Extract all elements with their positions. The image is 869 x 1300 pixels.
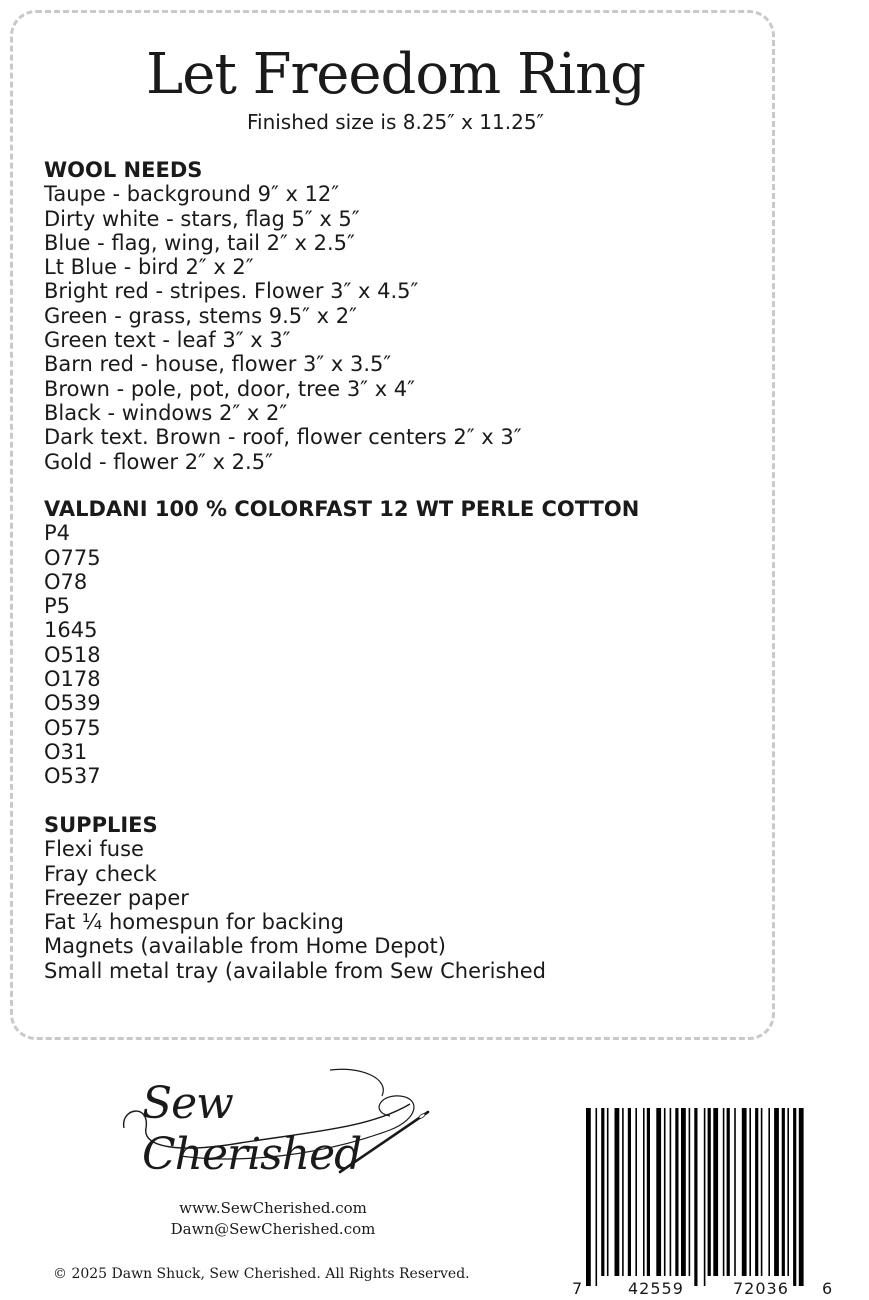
list-item: Fat ¼ homespun for backing <box>44 910 344 935</box>
barcode-bar <box>615 1108 620 1276</box>
barcode-digits-right: 72036 <box>733 1279 789 1298</box>
list-item: O775 <box>44 545 101 570</box>
perle-cotton-section <box>44 497 639 789</box>
list-item: Brown - pole, pot, door, tree 3″ x 4″ <box>44 376 416 401</box>
barcode-bar <box>774 1108 779 1276</box>
barcode-bar <box>713 1108 718 1276</box>
list-item: P5 <box>44 594 71 619</box>
barcode-bar <box>643 1108 645 1276</box>
barcode-bar <box>694 1108 697 1286</box>
list-item: Fray check <box>44 861 157 886</box>
barcode-bar <box>670 1108 672 1276</box>
list-item: P4 <box>44 521 71 546</box>
barcode-bar <box>749 1108 751 1276</box>
barcode <box>572 1108 834 1298</box>
barcode-digit-prefix: 7 <box>572 1279 583 1298</box>
website-link[interactable]: www.SewCherished.com <box>179 1199 367 1217</box>
email-link[interactable]: Dawn@SewCherished.com <box>170 1220 376 1238</box>
list-item: Dark text. Brown - roof, flower centers 2″ x 3″ <box>44 425 522 450</box>
wool-needs-heading: WOOL NEEDS <box>44 158 203 182</box>
list-item: O537 <box>44 764 101 789</box>
barcode-bar <box>755 1108 758 1276</box>
supplies-section <box>44 813 546 983</box>
list-item: O518 <box>44 642 101 667</box>
barcode-bar <box>647 1108 650 1276</box>
barcode-bar <box>601 1108 604 1276</box>
sew-cherished-logo <box>120 1068 430 1178</box>
barcode-bar <box>787 1108 789 1276</box>
finished-size: Finished size is 8.25″ x 11.25″ <box>246 110 545 134</box>
barcode-bar <box>607 1108 609 1276</box>
barcode-digit-check: 6 <box>822 1279 833 1298</box>
list-item: Dirty white - stars, flag 5″ x 5″ <box>44 206 360 231</box>
pattern-title: Let Freedom Ring <box>146 42 645 107</box>
barcode-bar <box>723 1108 725 1276</box>
list-item: 1645 <box>44 618 98 643</box>
barcode-bar <box>656 1108 661 1276</box>
list-item: Barn red - house, flower 3″ x 3.5″ <box>44 352 392 377</box>
supplies-heading: SUPPLIES <box>44 813 158 837</box>
list-item: Small metal tray (available from Sew Cherished <box>44 958 546 983</box>
supplies-list <box>44 837 546 983</box>
list-item: O539 <box>44 691 101 716</box>
barcode-digits-left: 42559 <box>628 1279 684 1298</box>
list-item: Green - grass, stems 9.5″ x 2″ <box>44 303 357 328</box>
list-item: Magnets (available from Home Depot) <box>44 934 446 959</box>
perle-cotton-list <box>44 521 639 788</box>
barcode-bar <box>681 1108 686 1276</box>
barcode-bar <box>675 1108 678 1276</box>
barcode-bar <box>742 1108 747 1276</box>
list-item: O575 <box>44 715 101 740</box>
barcode-bar <box>586 1108 591 1286</box>
barcode-bar <box>622 1108 624 1276</box>
barcode-bar <box>782 1108 785 1276</box>
list-item: Gold - flower 2″ x 2.5″ <box>44 449 273 474</box>
barcode-bar <box>761 1108 763 1276</box>
list-item: Bright red - stripes. Flower 3″ x 4.5″ <box>44 279 419 304</box>
barcode-bar <box>689 1108 691 1276</box>
barcode-bar <box>708 1108 711 1276</box>
list-item: Black - windows 2″ x 2″ <box>44 400 288 425</box>
barcode-bar <box>596 1108 598 1286</box>
list-item: Flexi fuse <box>44 837 144 862</box>
perle-cotton-heading: VALDANI 100 % COLORFAST 12 WT PERLE COTTON <box>44 497 640 521</box>
barcode-bar <box>628 1108 631 1276</box>
contact-info <box>120 1198 426 1240</box>
copyright-notice: © 2025 Dawn Shuck, Sew Cherished. All Rights Reserved. <box>53 1266 470 1282</box>
list-item: O178 <box>44 667 101 692</box>
list-item: Green text - leaf 3″ x 3″ <box>44 328 291 353</box>
list-item: Blue - flag, wing, tail 2″ x 2.5″ <box>44 230 355 255</box>
list-item: Freezer paper <box>44 885 189 910</box>
barcode-bar <box>793 1108 796 1286</box>
barcode-bar <box>734 1108 736 1276</box>
barcode-bar <box>727 1108 730 1276</box>
list-item: Taupe - background 9″ x 12″ <box>44 182 340 207</box>
list-item: O78 <box>44 569 88 594</box>
wool-needs-list <box>44 182 522 474</box>
barcode-bar <box>635 1108 637 1276</box>
wool-needs-section <box>44 158 522 474</box>
logo-wordmark: Sew Cherished <box>142 1078 362 1180</box>
list-item: Lt Blue - bird 2″ x 2″ <box>44 255 254 280</box>
barcode-bar <box>799 1108 804 1286</box>
list-item: O31 <box>44 739 88 764</box>
barcode-bar <box>664 1108 666 1276</box>
barcode-bar <box>704 1108 706 1286</box>
barcode-bar <box>768 1108 770 1276</box>
